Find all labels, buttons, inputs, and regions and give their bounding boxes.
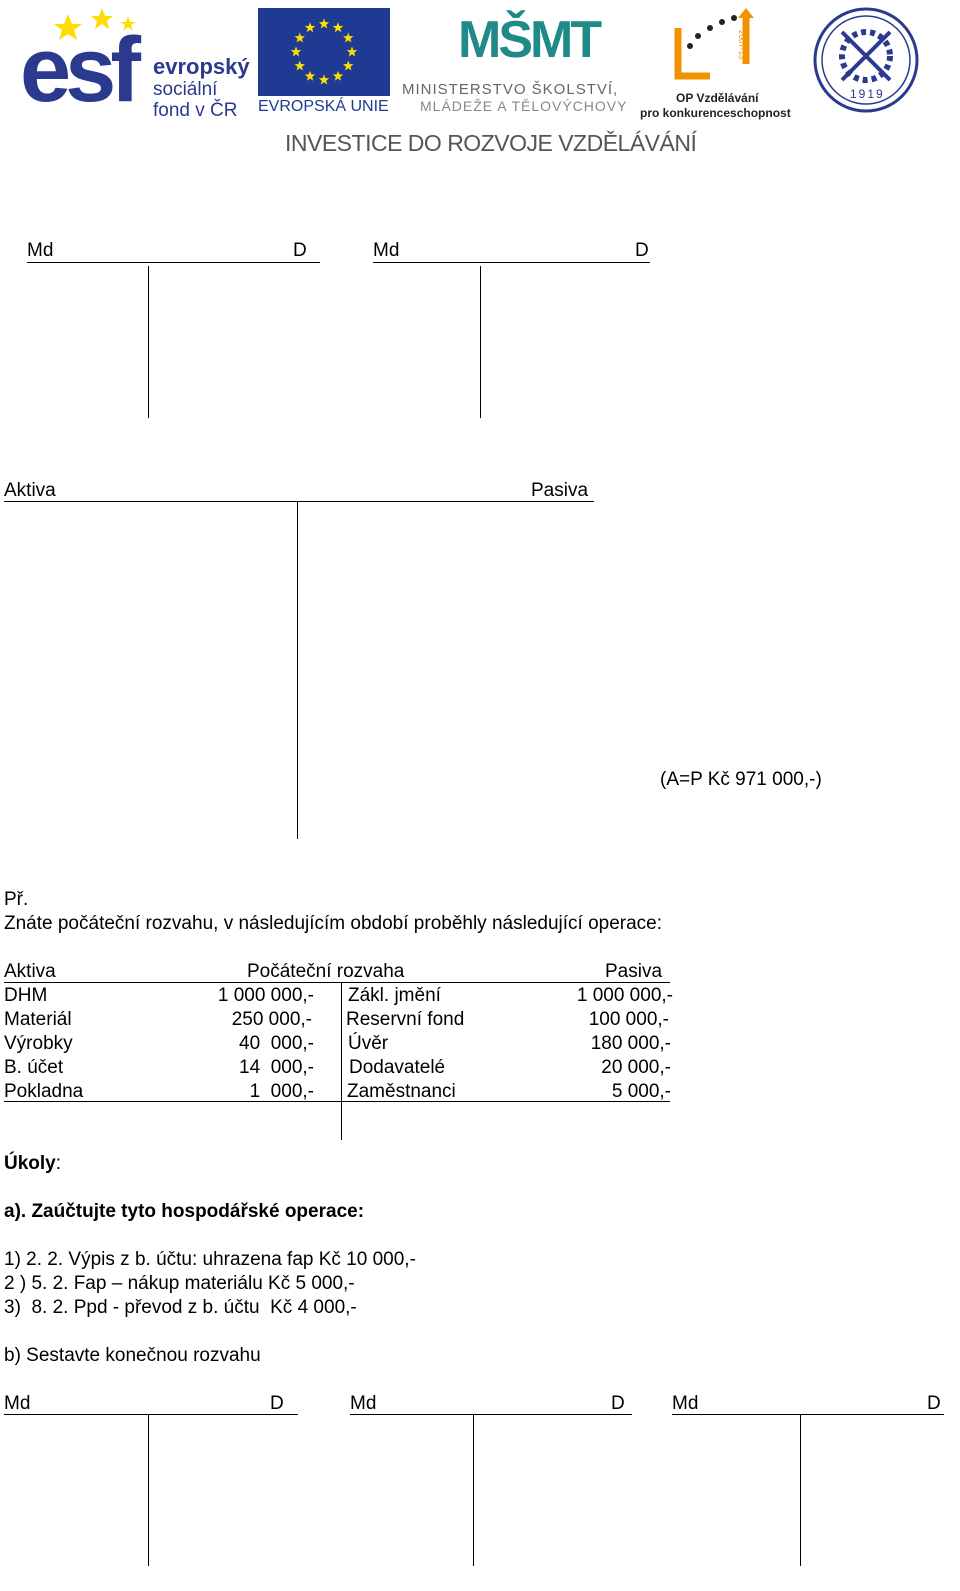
balance-vline: [297, 501, 298, 839]
liability-value: 100 000,-: [588, 1009, 669, 1030]
balance-pasiva-label: Pasiva: [531, 480, 589, 501]
asset-value: 14 000,-: [239, 1057, 314, 1078]
initial-balance-title: Počáteční rozvaha: [247, 961, 405, 982]
esf-wordmark: esf: [20, 19, 135, 121]
t-account-vline: [148, 1414, 149, 1566]
t-account-d-label: D: [635, 240, 649, 261]
liability-name: Zaměstnanci: [347, 1081, 456, 1102]
balance-equality-note: (A=P Kč 971 000,-): [660, 769, 822, 790]
liability-name: Úvěr: [348, 1033, 389, 1054]
school-seal: [812, 6, 920, 114]
op-line2: pro konkurenceschopnost: [640, 106, 791, 120]
asset-value: 1 000 000,-: [217, 985, 314, 1006]
t-account-md-label: Md: [672, 1393, 699, 1414]
seal-year: 1919: [850, 87, 885, 101]
eu-flag-icon: [258, 8, 390, 96]
op-years: 2007-13: [737, 30, 746, 60]
t-account-d-label: D: [927, 1393, 941, 1414]
t-account-vline: [480, 266, 481, 418]
eu-logo: [258, 8, 390, 116]
op-line1: OP Vzdělávání: [676, 91, 759, 105]
t-account-hline: [27, 262, 320, 263]
asset-value: 1 000,-: [249, 1081, 314, 1102]
initial-balance-divider: [341, 982, 342, 1140]
balance-aktiva-label: Aktiva: [4, 480, 56, 501]
asset-name: B. účet: [4, 1057, 64, 1078]
t-account-hline: [4, 1414, 298, 1415]
example-intro: Znáte počáteční rozvahu, v následujícím období proběhly následující operace:: [4, 913, 663, 934]
asset-name: Pokladna: [4, 1081, 84, 1102]
msmt-logo: [400, 4, 630, 116]
esf-line2: sociální: [153, 79, 218, 100]
task-b: b) Sestavte konečnou rozvahu: [4, 1345, 261, 1366]
t-account-hline: [672, 1414, 944, 1415]
esf-logo: [20, 6, 250, 121]
t-account-md-label: Md: [373, 240, 400, 261]
asset-name: Výrobky: [4, 1033, 73, 1054]
task-a: a). Zaúčtujte tyto hospodářské operace:: [4, 1201, 365, 1222]
t-account-md-label: Md: [4, 1393, 31, 1414]
msmt-line1: MINISTERSTVO ŠKOLSTVÍ,: [402, 81, 619, 98]
initial-balance-pasiva-header: Pasiva: [605, 961, 663, 982]
op-logo: [638, 6, 791, 120]
t-account-hline: [373, 262, 650, 263]
logo-header: [0, 0, 960, 170]
liability-value: 20 000,-: [601, 1057, 671, 1078]
msmt-line2: MLÁDEŽE A TĚLOVÝCHOVY: [420, 98, 628, 114]
liability-name: Dodavatelé: [349, 1057, 446, 1078]
tasks-heading: [4, 1153, 61, 1175]
t-account-d-label: D: [270, 1393, 284, 1414]
asset-name: Materiál: [4, 1009, 72, 1030]
asset-value: 250 000,-: [231, 1009, 312, 1030]
t-account-md-label: Md: [350, 1393, 377, 1414]
liability-value: 180 000,-: [590, 1033, 671, 1054]
liability-value: 1 000 000,-: [576, 985, 673, 1006]
t-account-d-label: D: [293, 240, 307, 261]
initial-balance-top-line: [4, 982, 670, 983]
tasks-heading-text: Úkoly: [4, 1153, 56, 1174]
t-account-d-label: D: [611, 1393, 625, 1414]
asset-value: 40 000,-: [239, 1033, 314, 1054]
t-account-vline: [800, 1414, 801, 1566]
balance-hline: [4, 501, 594, 502]
esf-line1: evropský: [153, 54, 250, 79]
eu-label: EVROPSKÁ UNIE: [258, 98, 389, 115]
operation-item: 2 ) 5. 2. Fap – nákup materiálu Kč 5 000,-: [4, 1273, 355, 1294]
t-account-md-label: Md: [27, 240, 54, 261]
investice-title: INVESTICE DO ROZVOJE VZDĚLÁVÁNÍ: [285, 130, 697, 156]
initial-balance-aktiva-header: Aktiva: [4, 961, 56, 982]
tasks-heading-colon: :: [55, 1153, 62, 1174]
msmt-mark: MŠMT: [458, 11, 600, 69]
liability-name: Zákl. jmění: [348, 985, 441, 1006]
example-label: Př.: [4, 889, 29, 910]
liability-name: Reservní fond: [346, 1009, 465, 1030]
t-account-vline: [473, 1414, 474, 1566]
operation-item: 3) 8. 2. Ppd - převod z b. účtu Kč 4 000,-: [4, 1297, 357, 1318]
t-account-vline: [148, 266, 149, 418]
asset-name: DHM: [4, 985, 48, 1006]
t-account-hline: [350, 1414, 632, 1415]
operation-item: 1) 2. 2. Výpis z b. účtu: uhrazena fap Kč 10 000,-: [4, 1249, 416, 1270]
liability-value: 5 000,-: [611, 1081, 671, 1102]
esf-line3: fond v ČR: [153, 100, 238, 121]
